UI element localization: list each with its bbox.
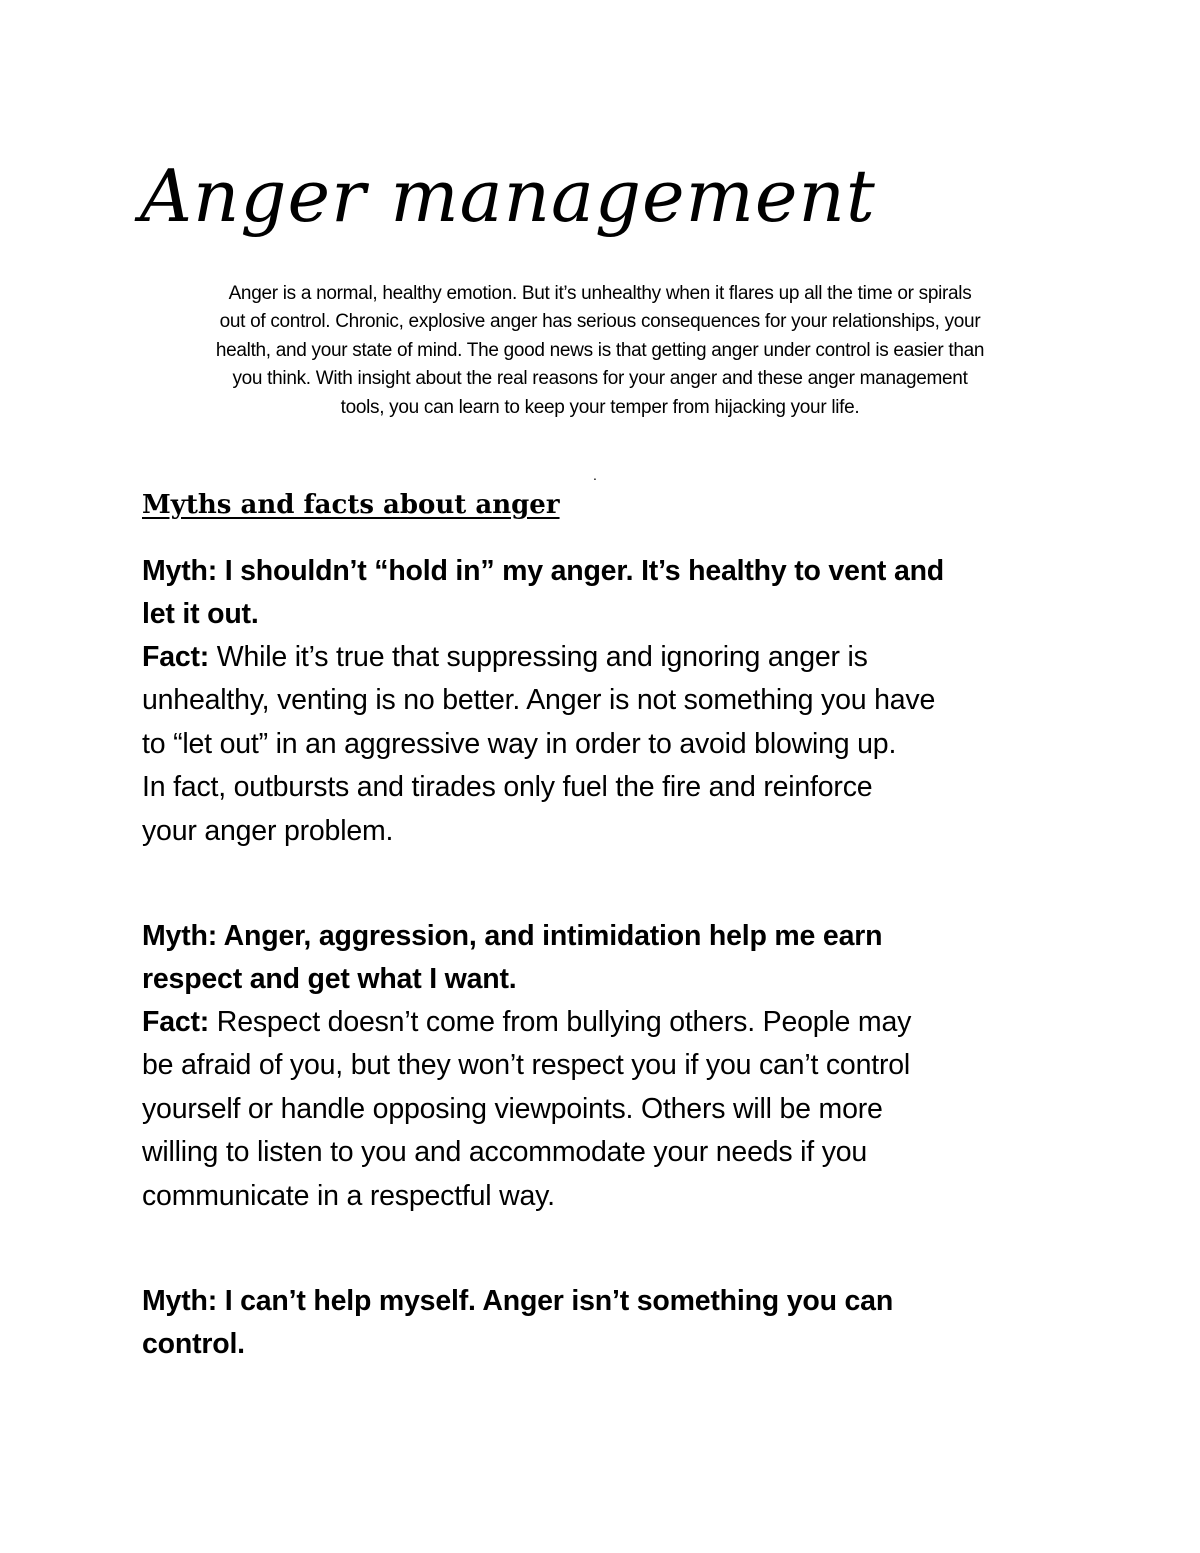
fact-line: willing to listen to you and accommodate your needs if you: [142, 1136, 868, 1169]
myth-statement: [142, 915, 882, 1002]
myth-line: Myth: Anger, aggression, and intimidation help me earn: [142, 920, 883, 952]
fact-text: Respect doesn’t come from bullying others. People may: [209, 1006, 912, 1038]
myth-statement: [142, 550, 944, 637]
fact-statement: [142, 636, 935, 853]
intro-line: Anger is a normal, healthy emotion. But it’s unhealthy when it flares up all the time or spirals: [228, 283, 972, 304]
fact-line: In fact, outbursts and tirades only fuel the fire and reinforce: [142, 771, 873, 804]
fact-line: communicate in a respectful way.: [142, 1179, 555, 1212]
fact-statement: [142, 1001, 911, 1218]
myth-statement: [142, 1280, 893, 1367]
fact-line: your anger problem.: [142, 814, 394, 847]
myth-line: Myth: I can’t help myself. Anger isn’t something you can: [142, 1285, 894, 1317]
fact-line: unhealthy, venting is no better. Anger is not something you have: [142, 684, 936, 717]
fact-label: Fact:: [142, 1006, 210, 1038]
fact-line: to “let out” in an aggressive way in order to avoid blowing up.: [142, 727, 897, 760]
myth-line: let it out.: [142, 598, 259, 631]
intro-line: out of control. Chronic, explosive anger has serious consequences for your relationships, your: [219, 311, 981, 333]
fact-label: Fact:: [142, 641, 210, 673]
myth-line: respect and get what I want.: [142, 963, 517, 996]
fact-line: yourself or handle opposing viewpoints. Others will be more: [142, 1092, 883, 1125]
fact-text: While it’s true that suppressing and ignoring anger is: [209, 641, 868, 673]
fact-line: [142, 636, 935, 679]
fact-line: be afraid of you, but they won’t respect you if you can’t control: [142, 1049, 911, 1082]
separator-dot: .: [593, 467, 597, 483]
intro-line: you think. With insight about the real reasons for your anger and these anger management: [232, 368, 968, 390]
page-title: Anger management: [140, 154, 876, 238]
section-heading: Myths and facts about anger: [142, 490, 560, 520]
intro-paragraph: [140, 280, 1060, 422]
myth-line: control.: [142, 1328, 245, 1361]
myth-line: Myth: I shouldn’t “hold in” my anger. It’s healthy to vent and: [142, 555, 945, 587]
fact-line: [142, 1001, 911, 1044]
intro-line: tools, you can learn to keep your temper from hijacking your life.: [340, 396, 860, 418]
intro-line: health, and your state of mind. The good news is that getting anger under control is easier than: [215, 339, 985, 361]
